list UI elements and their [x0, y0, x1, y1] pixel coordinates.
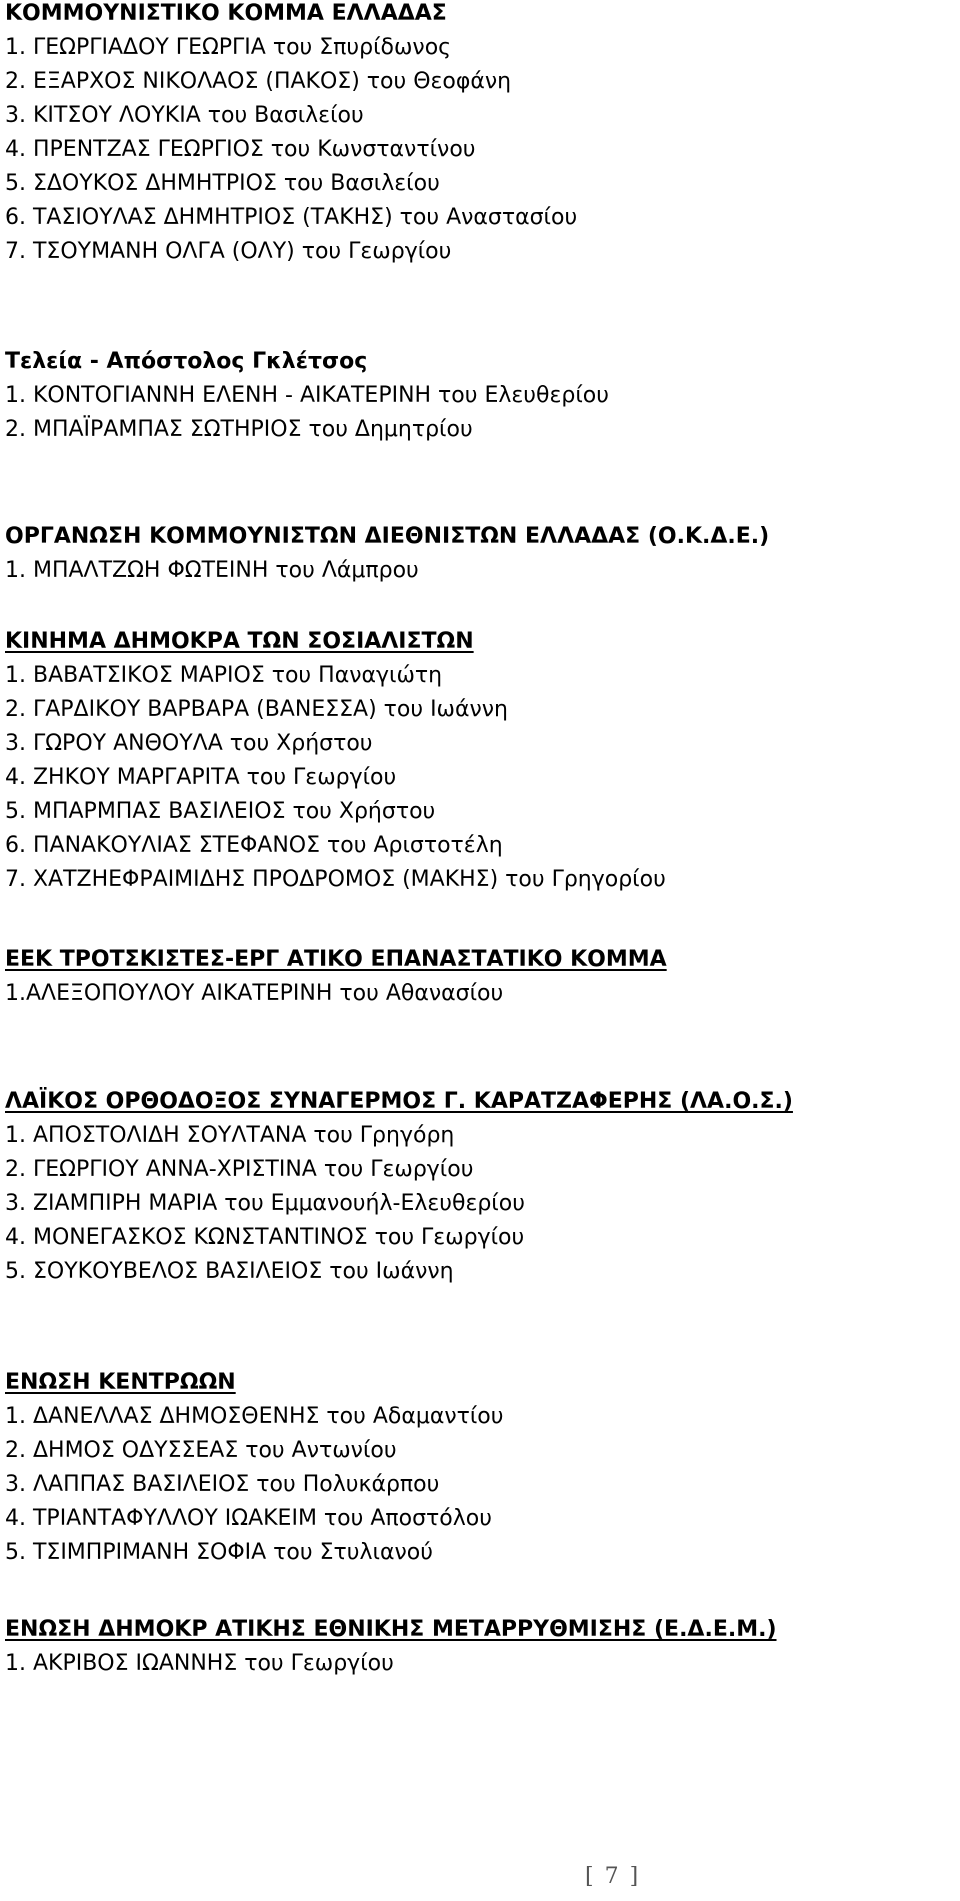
list-item: 6. ΤΑΣΙΟΥΛΑΣ ΔΗΜΗΤΡΙΟΣ (ΤΑΚΗΣ) του Αναστασίου — [5, 205, 578, 230]
party-heading: ΚΟΜΜΟΥΝΙΣΤΙΚΟ ΚΟΜΜΑ ΕΛΛΑΔΑΣ — [5, 1, 447, 26]
list-item: 1.ΑΛΕΞΟΠΟΥΛΟΥ ΑΙΚΑΤΕΡΙΝΗ του Αθανασίου — [5, 981, 504, 1006]
candidate-list — [5, 977, 945, 1011]
party-section-enosi-kentroon — [5, 1366, 945, 1570]
party-heading: ΕΝΩΣΗ ΚΕΝΤΡΩΩΝ — [5, 1370, 236, 1395]
list-item: 1. ΑΠΟΣΤΟΛΙΔΗ ΣΟΥΛΤΑΝΑ του Γρηγόρη — [5, 1123, 455, 1148]
list-item: 2. ΔΗΜΟΣ ΟΔΥΣΣΕΑΣ του Αντωνίου — [5, 1438, 397, 1463]
list-item: 4. ΜΟΝΕΓΑΣΚΟΣ ΚΩΝΣΤΑΝΤΙΝΟΣ του Γεωργίου — [5, 1225, 525, 1250]
list-item: 4. ΤΡΙΑΝΤΑΦΥΛΛΟΥ ΙΩΑΚΕΙΜ του Αποστόλου — [5, 1506, 492, 1531]
party-section-kke — [5, 0, 945, 269]
candidate-list — [5, 659, 945, 897]
list-item: 4. ΠΡΕΝΤΖΑΣ ΓΕΩΡΓΙΟΣ του Κωνσταντίνου — [5, 137, 476, 162]
list-item: 2. ΓΑΡΔΙΚΟΥ ΒΑΡΒΑΡΑ (ΒΑΝΕΣΣΑ) του Ιωάννη — [5, 697, 509, 722]
list-item: 1. ΓΕΩΡΓΙΑΔΟΥ ΓΕΩΡΓΙΑ του Σπυρίδωνος — [5, 35, 452, 60]
list-item: 1. ΜΠΑΛΤΖΩΗ ΦΩΤΕΙΝΗ του Λάμπρου — [5, 558, 419, 583]
page-number: [ 7 ] — [585, 1864, 641, 1889]
party-heading: ΚΙΝΗΜΑ ΔΗΜΟΚΡΑ ΤΩΝ ΣΟΣΙΑΛΙΣΤΩΝ — [5, 629, 474, 654]
list-item: 3. ΖΙΑΜΠΙΡΗ ΜΑΡΙΑ του Εμμανουήλ-Ελευθερίου — [5, 1191, 525, 1216]
party-heading: Τελεία - Απόστολος Γκλέτσος — [5, 349, 368, 374]
candidate-list — [5, 1119, 945, 1289]
party-section-teleia — [5, 345, 945, 447]
list-item: 7. ΧΑΤΖΗΕΦΡΑΙΜΙΔΗΣ ΠΡΟΔΡΟΜΟΣ (ΜΑΚΗΣ) του Γρηγορίου — [5, 867, 666, 892]
party-section-eek — [5, 943, 945, 1011]
party-section-okde — [5, 520, 945, 588]
list-item: 5. ΣΟΥΚΟΥΒΕΛΟΣ ΒΑΣΙΛΕΙΟΣ του Ιωάννη — [5, 1259, 454, 1284]
list-item: 2. ΜΠΑΪΡΑΜΠΑΣ ΣΩΤΗΡΙΟΣ του Δημητρίου — [5, 417, 473, 442]
candidate-list — [5, 554, 945, 588]
party-heading: ΛΑΪΚΟΣ ΟΡΘΟΔΟΞΟΣ ΣΥΝΑΓΕΡΜΟΣ Γ. ΚΑΡΑΤΖΑΦΕΡΗΣ (ΛΑ.Ο.Σ.) — [5, 1089, 793, 1114]
list-item: 1. ΔΑΝΕΛΛΑΣ ΔΗΜΟΣΘΕΝΗΣ του Αδαμαντίου — [5, 1404, 504, 1429]
party-heading: ΕΝΩΣΗ ΔΗΜΟΚΡ ΑΤΙΚΗΣ ΕΘΝΙΚΗΣ ΜΕΤΑΡΡΥΘΜΙΣΗΣ (Ε.Δ.Ε.Μ.) — [5, 1617, 777, 1642]
list-item: 1. ΑΚΡΙΒΟΣ ΙΩΑΝΝΗΣ του Γεωργίου — [5, 1651, 394, 1676]
list-item: 7. ΤΣΟΥΜΑΝΗ ΟΛΓΑ (ΟΛΥ) του Γεωργίου — [5, 239, 452, 264]
party-heading: ΟΡΓΑΝΩΣΗ ΚΟΜΜΟΥΝΙΣΤΩΝ ΔΙΕΘΝΙΣΤΩΝ ΕΛΛΑΔΑΣ (Ο.Κ.Δ.Ε.) — [5, 524, 770, 549]
list-item: 6. ΠΑΝΑΚΟΥΛΙΑΣ ΣΤΕΦΑΝΟΣ του Αριστοτέλη — [5, 833, 503, 858]
list-item: 1. ΚΟΝΤΟΓΙΑΝΝΗ ΕΛΕΝΗ - ΑΙΚΑΤΕΡΙΝΗ του Ελευθερίου — [5, 383, 609, 408]
candidate-list — [5, 31, 945, 269]
party-heading: ΕΕΚ ΤΡΟΤΣΚΙΣΤΕΣ-ΕΡΓ ΑΤΙΚΟ ΕΠΑΝΑΣΤΑΤΙΚΟ ΚΟΜΜΑ — [5, 947, 667, 972]
list-item: 4. ΖΗΚΟΥ ΜΑΡΓΑΡΙΤΑ του Γεωργίου — [5, 765, 397, 790]
list-item: 2. ΕΞΑΡΧΟΣ ΝΙΚΟΛΑΟΣ (ΠΑΚΟΣ) του Θεοφάνη — [5, 69, 512, 94]
list-item: 1. ΒΑΒΑΤΣΙΚΟΣ ΜΑΡΙΟΣ του Παναγιώτη — [5, 663, 443, 688]
candidate-list — [5, 1400, 945, 1570]
candidate-list — [5, 379, 945, 447]
list-item: 2. ΓΕΩΡΓΙΟΥ ΑΝΝΑ-ΧΡΙΣΤΙΝΑ του Γεωργίου — [5, 1157, 474, 1182]
list-item: 5. ΤΣΙΜΠΡΙΜΑΝΗ ΣΟΦΙΑ του Στυλιανού — [5, 1540, 433, 1565]
party-section-kidiso — [5, 625, 945, 897]
list-item: 5. ΣΔΟΥΚΟΣ ΔΗΜΗΤΡΙΟΣ του Βασιλείου — [5, 171, 440, 196]
list-item: 3. ΚΙΤΣΟΥ ΛΟΥΚΙΑ του Βασιλείου — [5, 103, 364, 128]
list-item: 3. ΓΩΡΟΥ ΑΝΘΟΥΛΑ του Χρήστου — [5, 731, 373, 756]
party-section-edem — [5, 1613, 945, 1681]
list-item: 5. ΜΠΑΡΜΠΑΣ ΒΑΣΙΛΕΙΟΣ του Χρήστου — [5, 799, 436, 824]
list-item: 3. ΛΑΠΠΑΣ ΒΑΣΙΛΕΙΟΣ του Πολυκάρπου — [5, 1472, 440, 1497]
party-section-laos — [5, 1085, 945, 1289]
candidate-list — [5, 1647, 945, 1681]
